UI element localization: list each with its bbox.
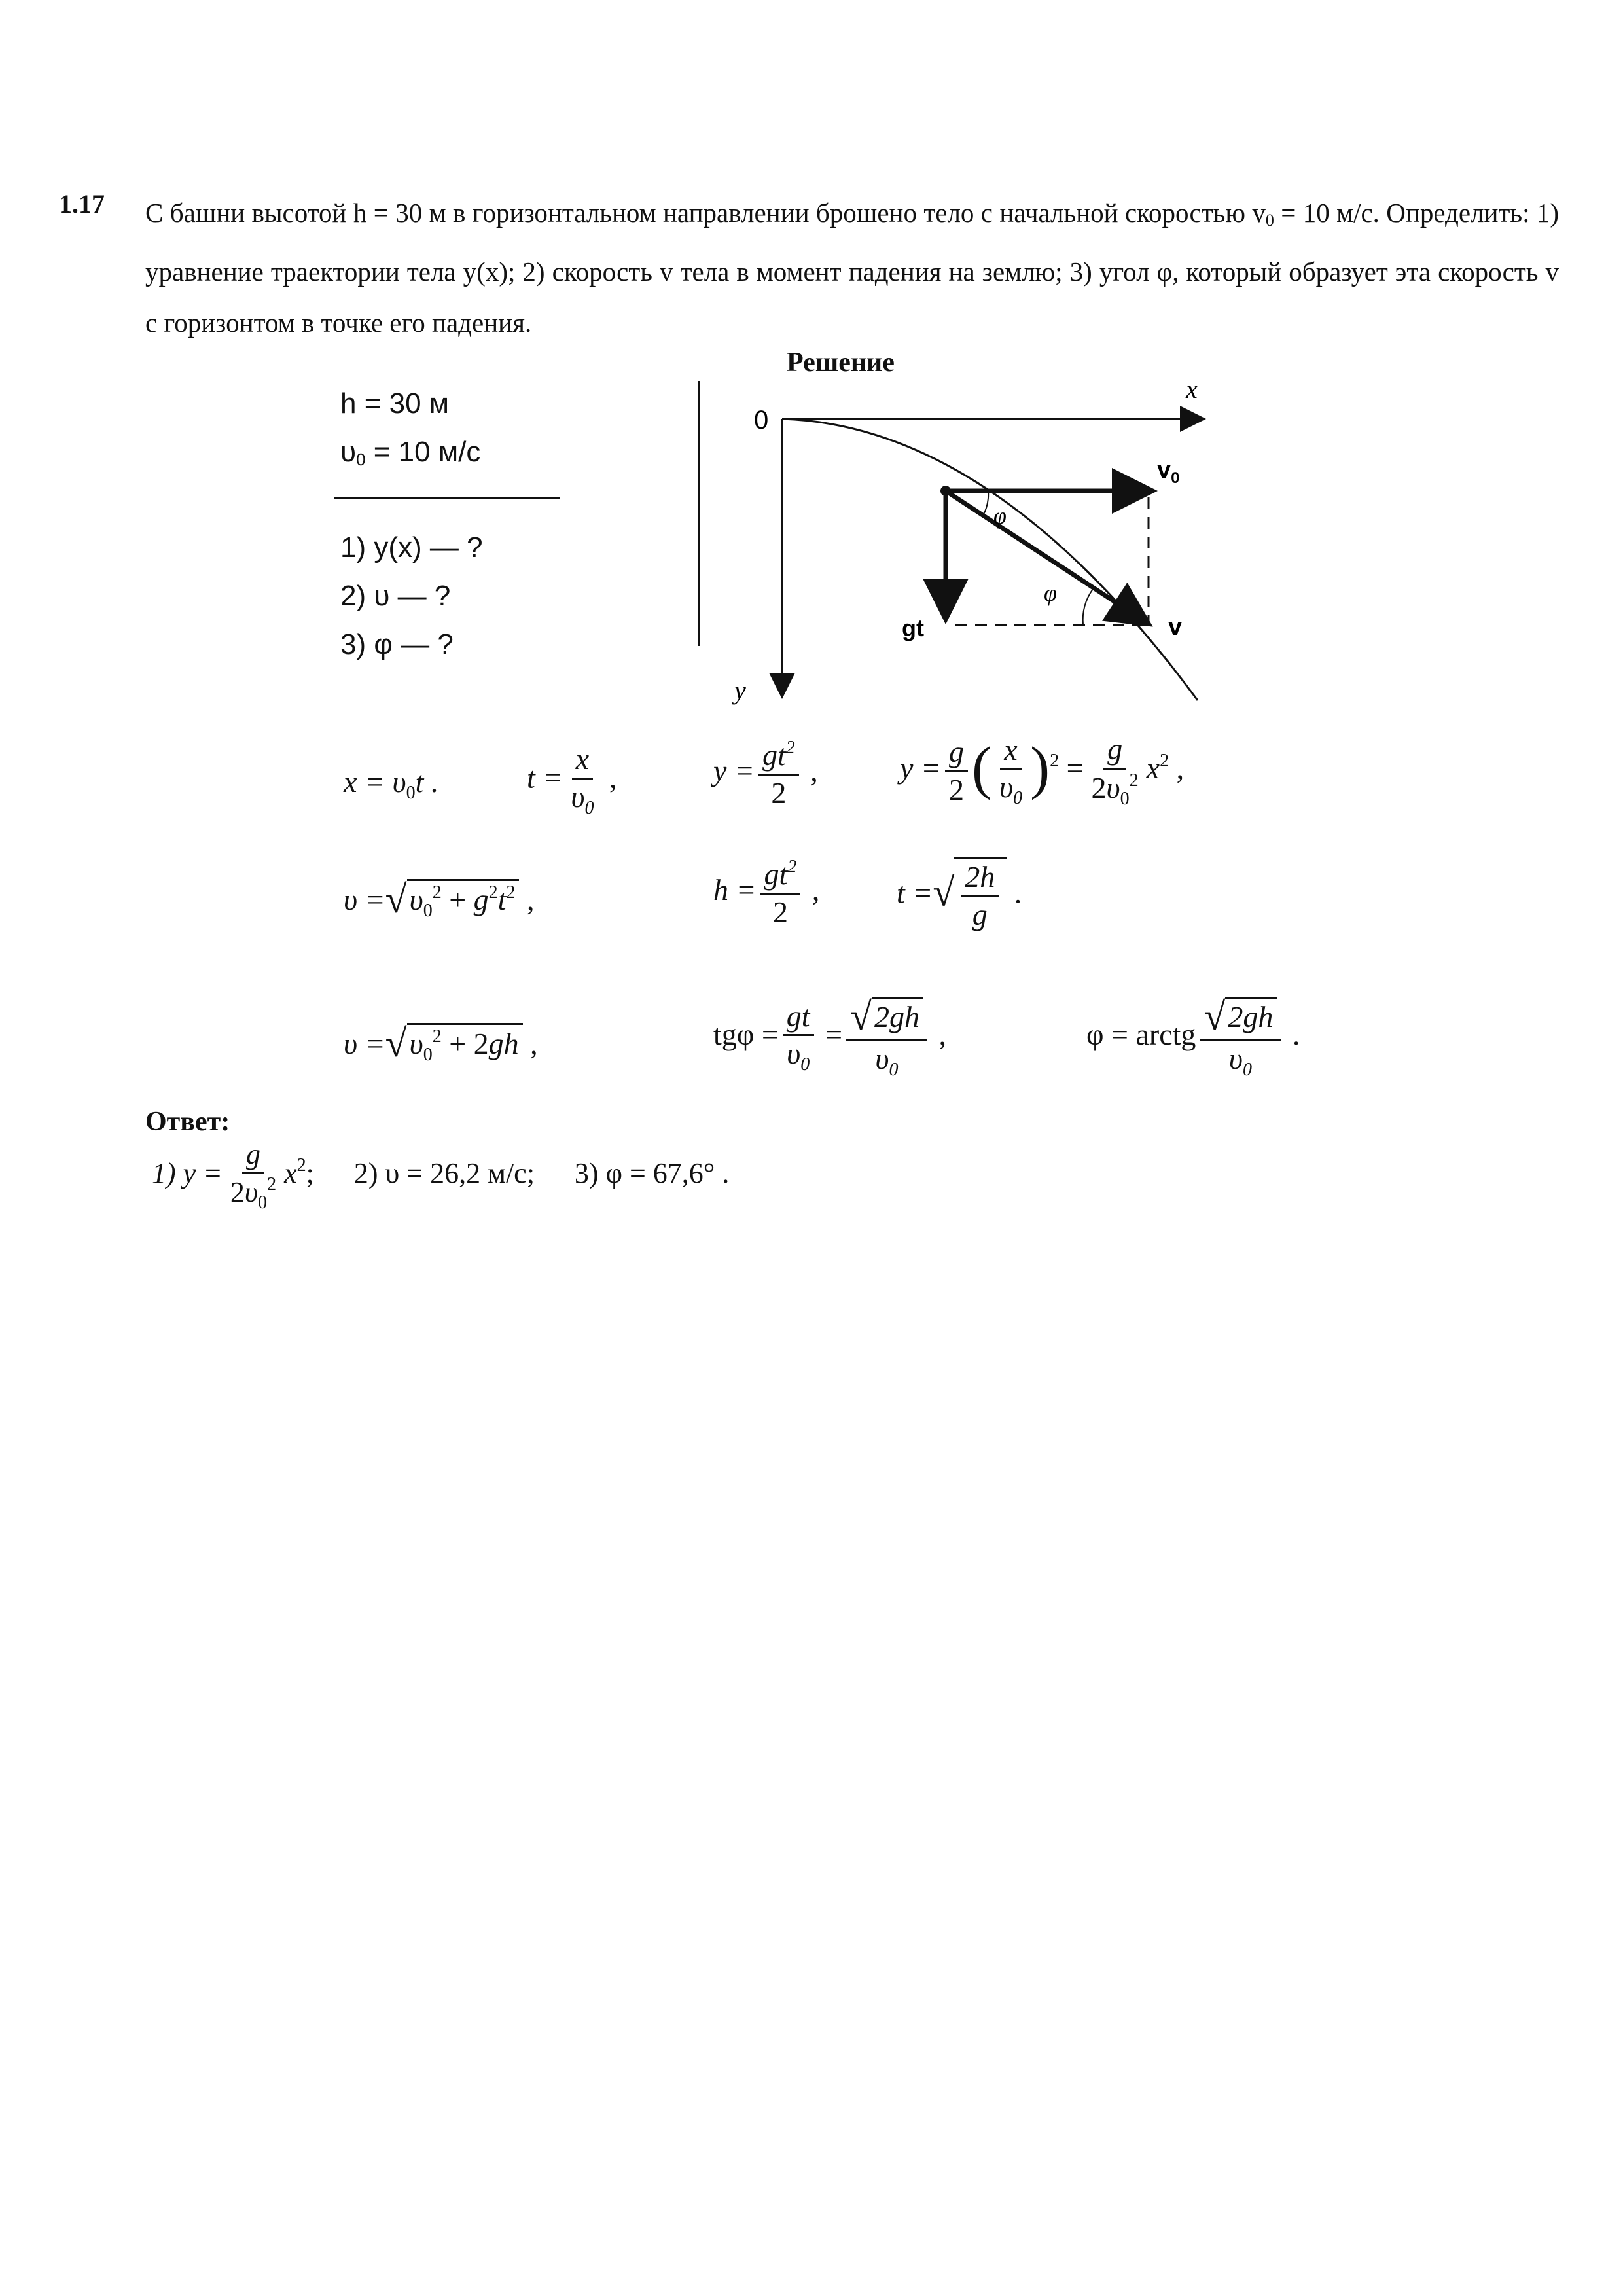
phi-label-top: φ xyxy=(993,503,1007,529)
x-axis-label: x xyxy=(1186,374,1198,404)
formula-y-gt: y = $\frac{gt^2}{2}$ , xyxy=(713,738,818,810)
formula-phi: φ = arctg $\frac{√2gh}{\upsilon_0}$ . xyxy=(1086,995,1300,1080)
answer-1: 1) y = $\frac{g}{2\upsilon_0^2}$ $x^2$; xyxy=(152,1138,314,1213)
given-h: h = 30 м xyxy=(340,387,450,420)
given-v0-symbol: υ xyxy=(340,436,357,468)
problem-text xyxy=(145,187,1559,348)
gt-vector-label: gt xyxy=(902,615,924,641)
question-block xyxy=(340,524,483,669)
formula-h: h = $\frac{gt^2}{2}$ , xyxy=(713,857,820,929)
question-1: 1) y(x) — ? xyxy=(340,531,483,564)
v0-vector-label: $v_0$ xyxy=(1157,456,1180,487)
solution-heading: Решение xyxy=(787,348,895,378)
formula-t: t = $\frac{x}{\upsilon_0}$ , xyxy=(527,742,617,818)
problem-text-subscript: 0 xyxy=(1265,211,1274,230)
given-block xyxy=(340,380,480,484)
formula-v-time: $\upsilon =√\upsilon_0^2 + g^2t^2$ , xyxy=(344,878,535,921)
given-v0-subscript: 0 xyxy=(356,450,366,469)
answer-line xyxy=(152,1139,729,1213)
given-v0-value: = 10 м/с xyxy=(365,436,481,468)
question-3: 3) φ — ? xyxy=(340,628,454,660)
formula-x: $x = \upsilon_0t$ . xyxy=(344,765,439,803)
formula-y-x: y = $\frac{g}{2}$ ( $\frac{x}{\upsilon_0}$ )$^2$ = $\frac{g}{2\upsilon_0^2}$ $x^2$ , xyxy=(900,732,1185,809)
origin-label: 0 xyxy=(754,406,769,435)
answer-2: 2) υ = 26,2 м/с; xyxy=(353,1157,535,1190)
angle-arc-top xyxy=(983,491,988,516)
formula-t-fall: t =√ $\frac{2h}{g}$ . xyxy=(897,857,1022,931)
v-vector-label: v xyxy=(1168,613,1183,641)
formula-v-height: $\upsilon =√\upsilon_0^2 + 2gh$ , xyxy=(344,1022,538,1065)
given-v0 xyxy=(340,428,480,484)
problem-number: 1.17 xyxy=(59,189,105,219)
y-axis-label: y xyxy=(734,675,746,705)
angle-arc-bottom xyxy=(1083,589,1093,625)
question-2: 2) υ — ? xyxy=(340,580,451,612)
problem-text-part1: С башни высотой h = 30 м в горизонтальном направлении брошено тело с начальной скоростью v xyxy=(145,198,1266,228)
given-divider xyxy=(334,497,560,499)
formula-tg-phi: tgφ = $\frac{gt}{\upsilon_0}$ = $\frac{√2gh}{\upsilon_0}$ , xyxy=(713,995,946,1080)
problem-text-part2: = 10 м/с. Определить: 1) уравнение траектории тела y(x); 2) скорость v тела в момент падения на землю; 3) угол φ, который образует эта скорость v с горизонтом в точке его падения. xyxy=(145,198,1559,338)
separator-line xyxy=(698,381,700,646)
phi-label-bottom: φ xyxy=(1044,580,1057,606)
trajectory-curve xyxy=(782,419,1198,700)
answer-3: 3) φ = 67,6° . xyxy=(574,1157,730,1190)
trajectory-diagram xyxy=(720,367,1243,707)
answer-label: Ответ: xyxy=(145,1107,230,1137)
